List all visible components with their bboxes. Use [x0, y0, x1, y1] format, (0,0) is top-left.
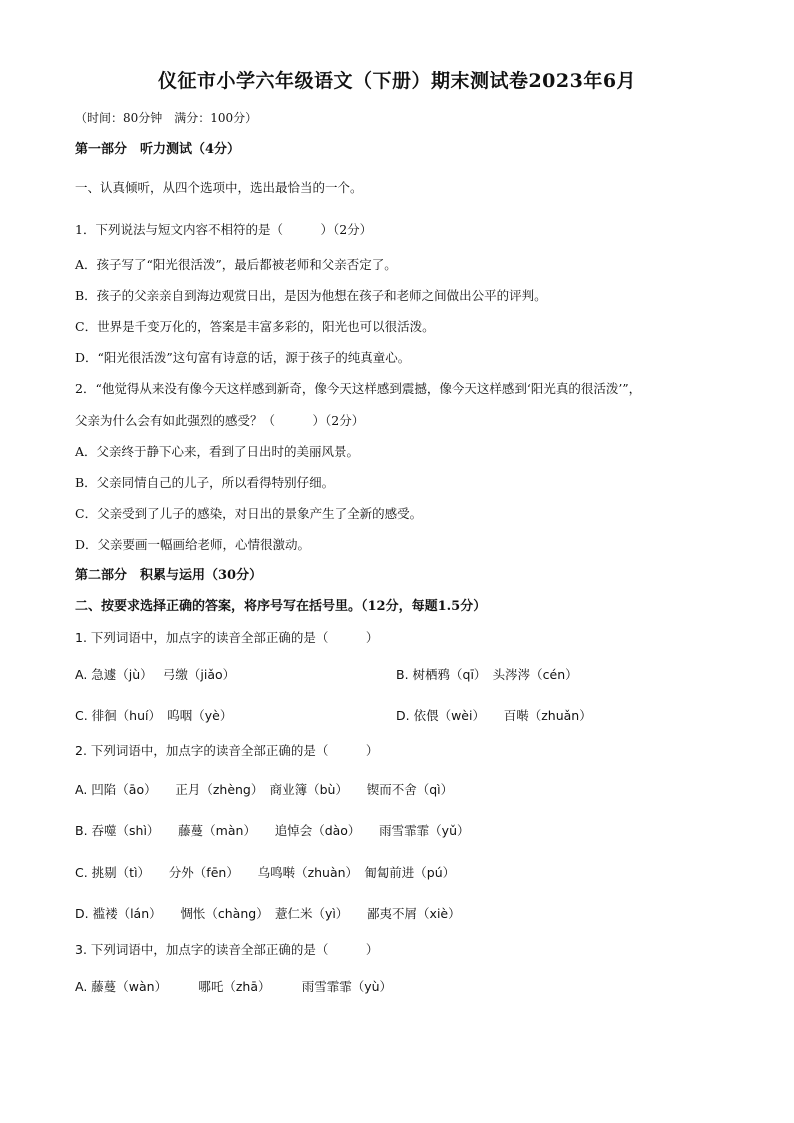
p2-q2-option-b: B. 吞噬（shì） 藤蔓（màn） 追悼会（dào） 雨雪霏霏（yǔ）: [75, 823, 470, 838]
q2-option-d: D．父亲要画一幅画给老师，心情很激动。: [75, 537, 311, 552]
q1-option-b: B．孩子的父亲亲自到海边观赏日出，是因为他想在孩子和老师之间做出公平的评判。: [75, 288, 547, 303]
exam-meta: （时间：80分钟 满分：100分）: [75, 111, 258, 125]
q2-option-c: C．父亲受到了儿子的感染，对日出的景象产生了全新的感受。: [75, 506, 423, 521]
p2-q2-option-c: C. 挑剔（tì） 分外（fēn） 乌鸣啭（zhuàn） 匍匐前进（pú）: [75, 865, 456, 880]
p2-q3-option-a: A. 藤蔓（wàn） 哪吒（zhā） 雨雪霏霏（yù）: [75, 979, 393, 994]
part1-heading: 第一部分 听力测试（4分）: [75, 142, 241, 157]
q2-option-b: B．父亲同情自己的儿子，所以看得特别仔细。: [75, 475, 335, 490]
p2-q1-stem: 1. 下列词语中，加点字的读音全部正确的是（ ）: [75, 630, 379, 645]
page-title: 仪征市小学六年级语文（下册）期末测试卷2023年6月: [157, 70, 637, 92]
p2-q2-stem: 2. 下列词语中，加点字的读音全部正确的是（ ）: [75, 743, 379, 758]
q2-stem-line2: 父亲为什么会有如此强烈的感受？（ ）（2分）: [75, 413, 365, 428]
q1-option-a: A．孩子写了“阳光很活泼”，最后都被老师和父亲否定了。: [75, 257, 397, 272]
section2-instruction: 二、按要求选择正确的答案，将序号写在括号里。（12分，每题1.5分）: [75, 599, 487, 614]
part2-heading: 第二部分 积累与运用（30分）: [75, 568, 263, 583]
q1-option-c: C．世界是千变万化的，答案是丰富多彩的，阳光也可以很活泼。: [75, 319, 435, 334]
p2-q1-option-d: D. 依偎（wèi） 百啭（zhuǎn）: [396, 708, 592, 723]
p2-q1-option-c: C. 徘徊（huí） 呜咽（yè）: [75, 708, 233, 723]
p2-q3-stem: 3. 下列词语中，加点字的读音全部正确的是（ ）: [75, 942, 379, 957]
q1-option-d: D．“阳光很活泼”这句富有诗意的话，源于孩子的纯真童心。: [75, 350, 411, 365]
p2-q2-option-d: D. 褴褛（lán） 惆怅（chàng） 薏仁米（yì） 鄙夷不屑（xiè）: [75, 906, 461, 921]
p2-q1-option-a: A. 急遽（jù） 弓缴（jiǎo）: [75, 667, 236, 682]
q1-stem: 1．下列说法与短文内容不相符的是（ ）（2分）: [75, 222, 373, 237]
p2-q1-option-b: B. 树栖鸦（qī） 头涔涔（cén）: [396, 667, 578, 682]
q2-option-a: A．父亲终于静下心来，看到了日出时的美丽风景。: [75, 444, 360, 459]
p2-q2-option-a: A. 凹陷（āo） 正月（zhèng） 商业簿（bù） 锲而不舍（qì）: [75, 782, 454, 797]
q2-stem-line1: 2．“他觉得从来没有像今天这样感到新奇，像今天这样感到震撼，像今天这样感到‘阳光真的很活泼’”，: [75, 381, 642, 396]
section1-instruction: 一、认真倾听，从四个选项中，选出最恰当的一个。: [75, 180, 363, 195]
